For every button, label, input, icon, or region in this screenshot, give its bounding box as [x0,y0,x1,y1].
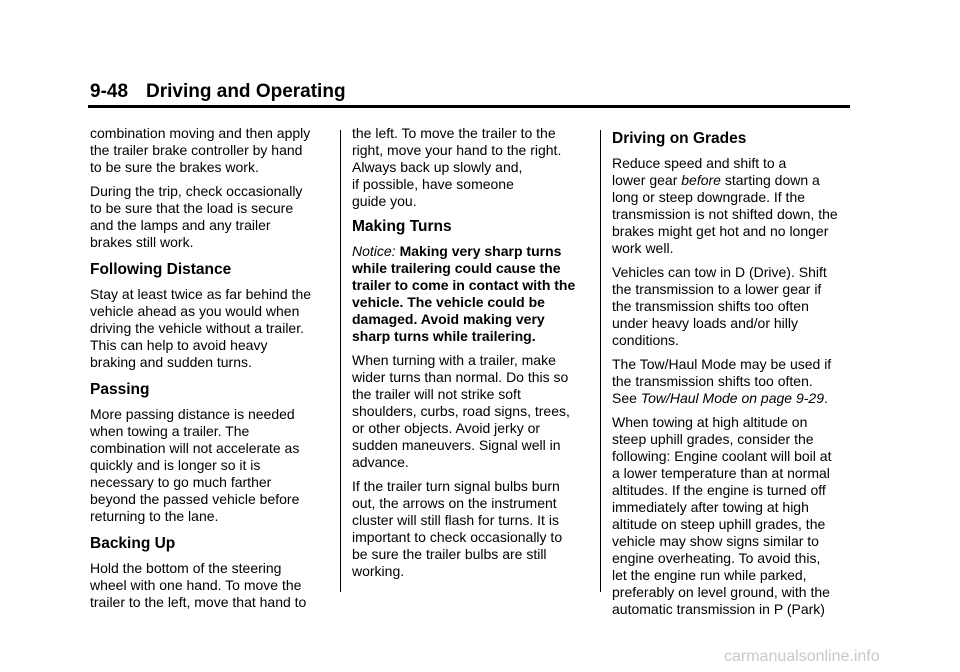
section-title: Driving and Operating [146,81,346,102]
paragraph-turning: When turning with a trailer, make wider turns than normal. Do this so the trailer will not strike soft shoulders, curbs, road signs, trees, or other objects. Avoid jerky or sudden maneuvers. Signal well in advance. [352,352,570,470]
paragraph-backing-continued: the left. To move the trailer to the right, move your hand to the right. Always back up slowly and, if possible, have someone guide you. [352,125,562,209]
heading-driving-on-grades: Driving on Grades [612,130,747,147]
paragraph-tow-haul: The Tow/Haul Mode may be used if the transmission shifts too often. See Tow/Haul Mode on page 9-29. [612,356,832,406]
paragraph-passing: More passing distance is needed when towing a trailer. The combination will not accelerate as quickly and is longer so it is necessary to go much farther beyond the passed vehicle before returning to the lane. [90,406,300,524]
page-header [90,80,346,104]
paragraph-trip: During the trip, check occasionally to be sure that the load is secure and the lamps and any trailer brakes still work. [90,183,303,250]
column-2 [352,125,592,587]
notice-label: Notice: [352,243,396,259]
header-rule [88,105,850,108]
paragraph-reduce-speed: Reduce speed and shift to a lower gear before starting down a long or steep downgrade. If the transmission is not shifted down, the brakes might get hot and no longer work well. [612,155,838,256]
page-number: 9-48 [90,81,129,102]
heading-following-distance: Following Distance [90,261,232,278]
cross-reference-link[interactable]: Tow/Haul Mode on page 9-29 [640,390,824,406]
heading-making-turns: Making Turns [352,218,452,235]
heading-backing-up: Backing Up [90,535,176,552]
paragraph-intro: combination moving and then apply the trailer brake controller by hand to be sure the brakes work. [90,125,311,175]
paragraph-following: Stay at least twice as far behind the vehicle ahead as you would when driving the vehicle without a trailer. This can help to avoid heavy braking and sudden turns. [90,286,312,370]
emphasis-before: before [681,172,721,188]
paragraph-high-altitude: When towing at high altitude on steep uphill grades, consider the following: Engine coolant will boil at a lower temperature than at normal altitudes. If the engine is turned off immediately after towing at high altitude on steep uphill grades, the vehicle may show signs similar to engine overheating. To avoid this, let the engine run while parked, preferably on level ground, with the automatic transmission in P (Park) [612,414,832,617]
paragraph-backing: Hold the bottom of the steering wheel with one hand. To move the trailer to the left, move that hand to [90,560,307,610]
watermark: carmanualsonline.info [724,648,880,665]
column-divider [340,130,341,592]
paragraph-tow-drive: Vehicles can tow in D (Drive). Shift the transmission to a lower gear if the transmission shifts too often under heavy loads and/or hilly conditions. [612,264,827,348]
column-1 [90,125,338,618]
column-3 [612,125,858,625]
notice-paragraph: Notice: Making very sharp turns while trailering could cause the trailer to come in contact with the vehicle. The vehicle could be damaged. Avoid making very sharp turns while trailering. [352,243,576,344]
column-divider [600,130,601,592]
paragraph-turn-signal: If the trailer turn signal bulbs burn out, the arrows on the instrument cluster will still flash for turns. It is important to check occasionally to be sure the trailer bulbs are still working. [352,478,563,579]
heading-passing: Passing [90,381,150,398]
